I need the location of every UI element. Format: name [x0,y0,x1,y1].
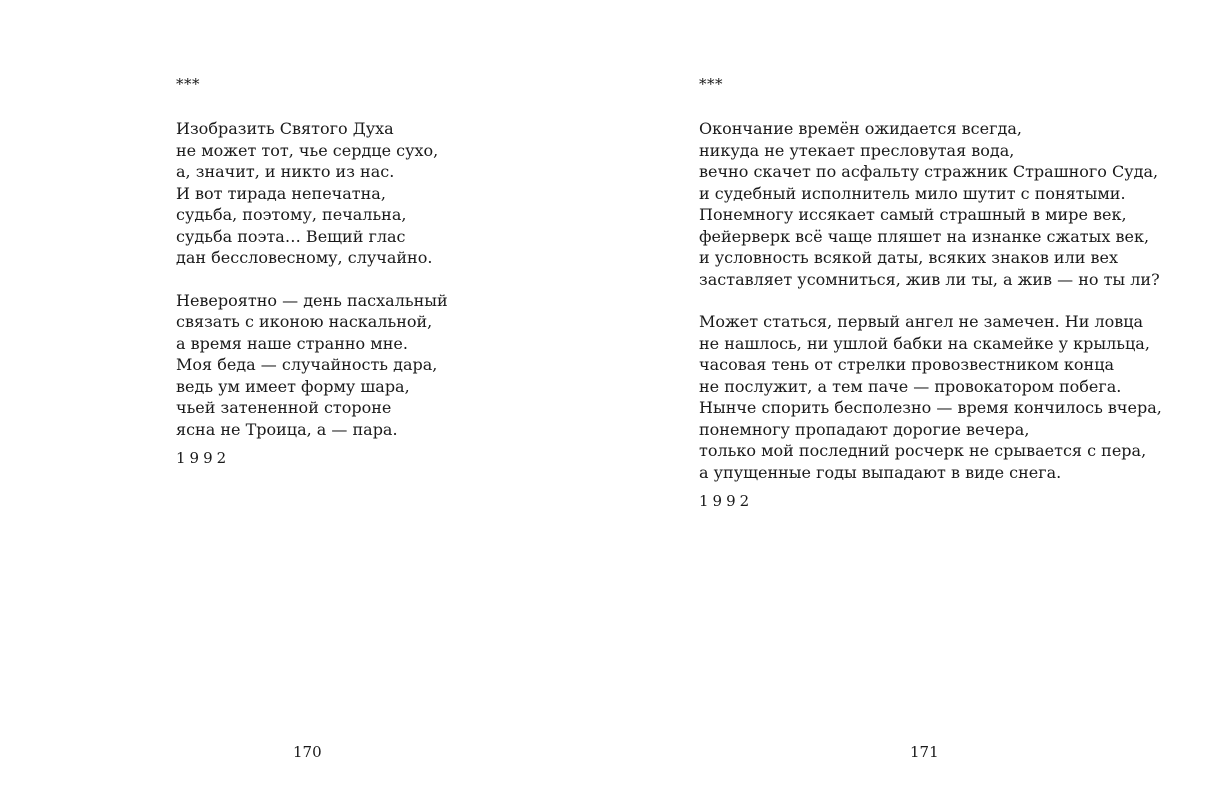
poem-line: а упущенные годы выпадают в виде снега. [699,462,1062,482]
stanza [176,290,448,441]
poem-line: ведь ум имеет форму шара, [176,376,410,396]
poem-line: Изобразить Святого Духа [176,119,394,138]
poem-line: связать с иконою наскальной, [176,312,433,331]
right-page [615,0,1230,800]
poem-line: судьба, поэтому, печальна, [176,205,407,224]
poem-line: Понемногу иссякает самый страшный в мире век, [699,205,1127,224]
poem-line: понемногу пропадают дорогие вечера, [699,419,1030,439]
page-number: 171 [910,743,939,761]
poem-line: судьба поэта… Вещий глас [176,226,406,246]
poem-line: Моя беда — случайность дара, [176,355,438,374]
poem-line: чьей затененной стороне [176,398,392,417]
poem-year: 1992 [699,492,754,510]
poem-line: не послужит, а тем паче — провокатором побега. [699,376,1122,396]
poem-year: 1992 [176,449,231,467]
stanza [699,311,1162,483]
poem-line: а время наше странно мне. [176,333,408,353]
poem-line: а, значит, и никто из нас. [176,162,395,181]
poem-line: Окончание времён ожидается всегда, [699,119,1022,138]
poem-line: Нынче спорить бесполезно — время кончилось вчера, [699,398,1162,417]
section-separator: *** [176,75,200,93]
poem-line: не нашлось, ни ушлой бабки на скамейке у крыльца, [699,333,1150,353]
stanza [176,118,448,269]
poem-line: Может статься, первый ангел не замечен. Ни ловца [699,312,1144,331]
poem-line: Невероятно — день пасхальный [176,290,448,310]
poem-line: не может тот, чье сердце сухо, [176,140,439,160]
poem-right [699,74,1162,511]
poem-line: и судебный исполнитель мило шутит с понятыми. [699,183,1126,203]
poem-line: никуда не утекает пресловутая вода, [699,140,1015,160]
poem-line: вечно скачет по асфальту стражник Страшного Суда, [699,162,1159,181]
poem-left [176,74,448,468]
poem-line: фейерверк всё чаще пляшет на изнанке сжатых век, [699,226,1150,246]
page-number: 170 [293,743,322,761]
poem-line: заставляет усомниться, жив ли ты, а жив — но ты ли? [699,269,1160,289]
stanza [699,118,1162,290]
poem-line: часовая тень от стрелки провозвестником конца [699,355,1115,374]
section-separator: *** [699,75,723,93]
poem-line: и условность всякой даты, всяких знаков или вех [699,248,1118,267]
poem-line: И вот тирада непечатна, [176,183,386,203]
poem-line: ясна не Троица, а — пара. [176,419,398,439]
poem-line: дан бессловесному, случайно. [176,248,433,267]
poem-line: только мой последний росчерк не срывается с пера, [699,441,1147,460]
